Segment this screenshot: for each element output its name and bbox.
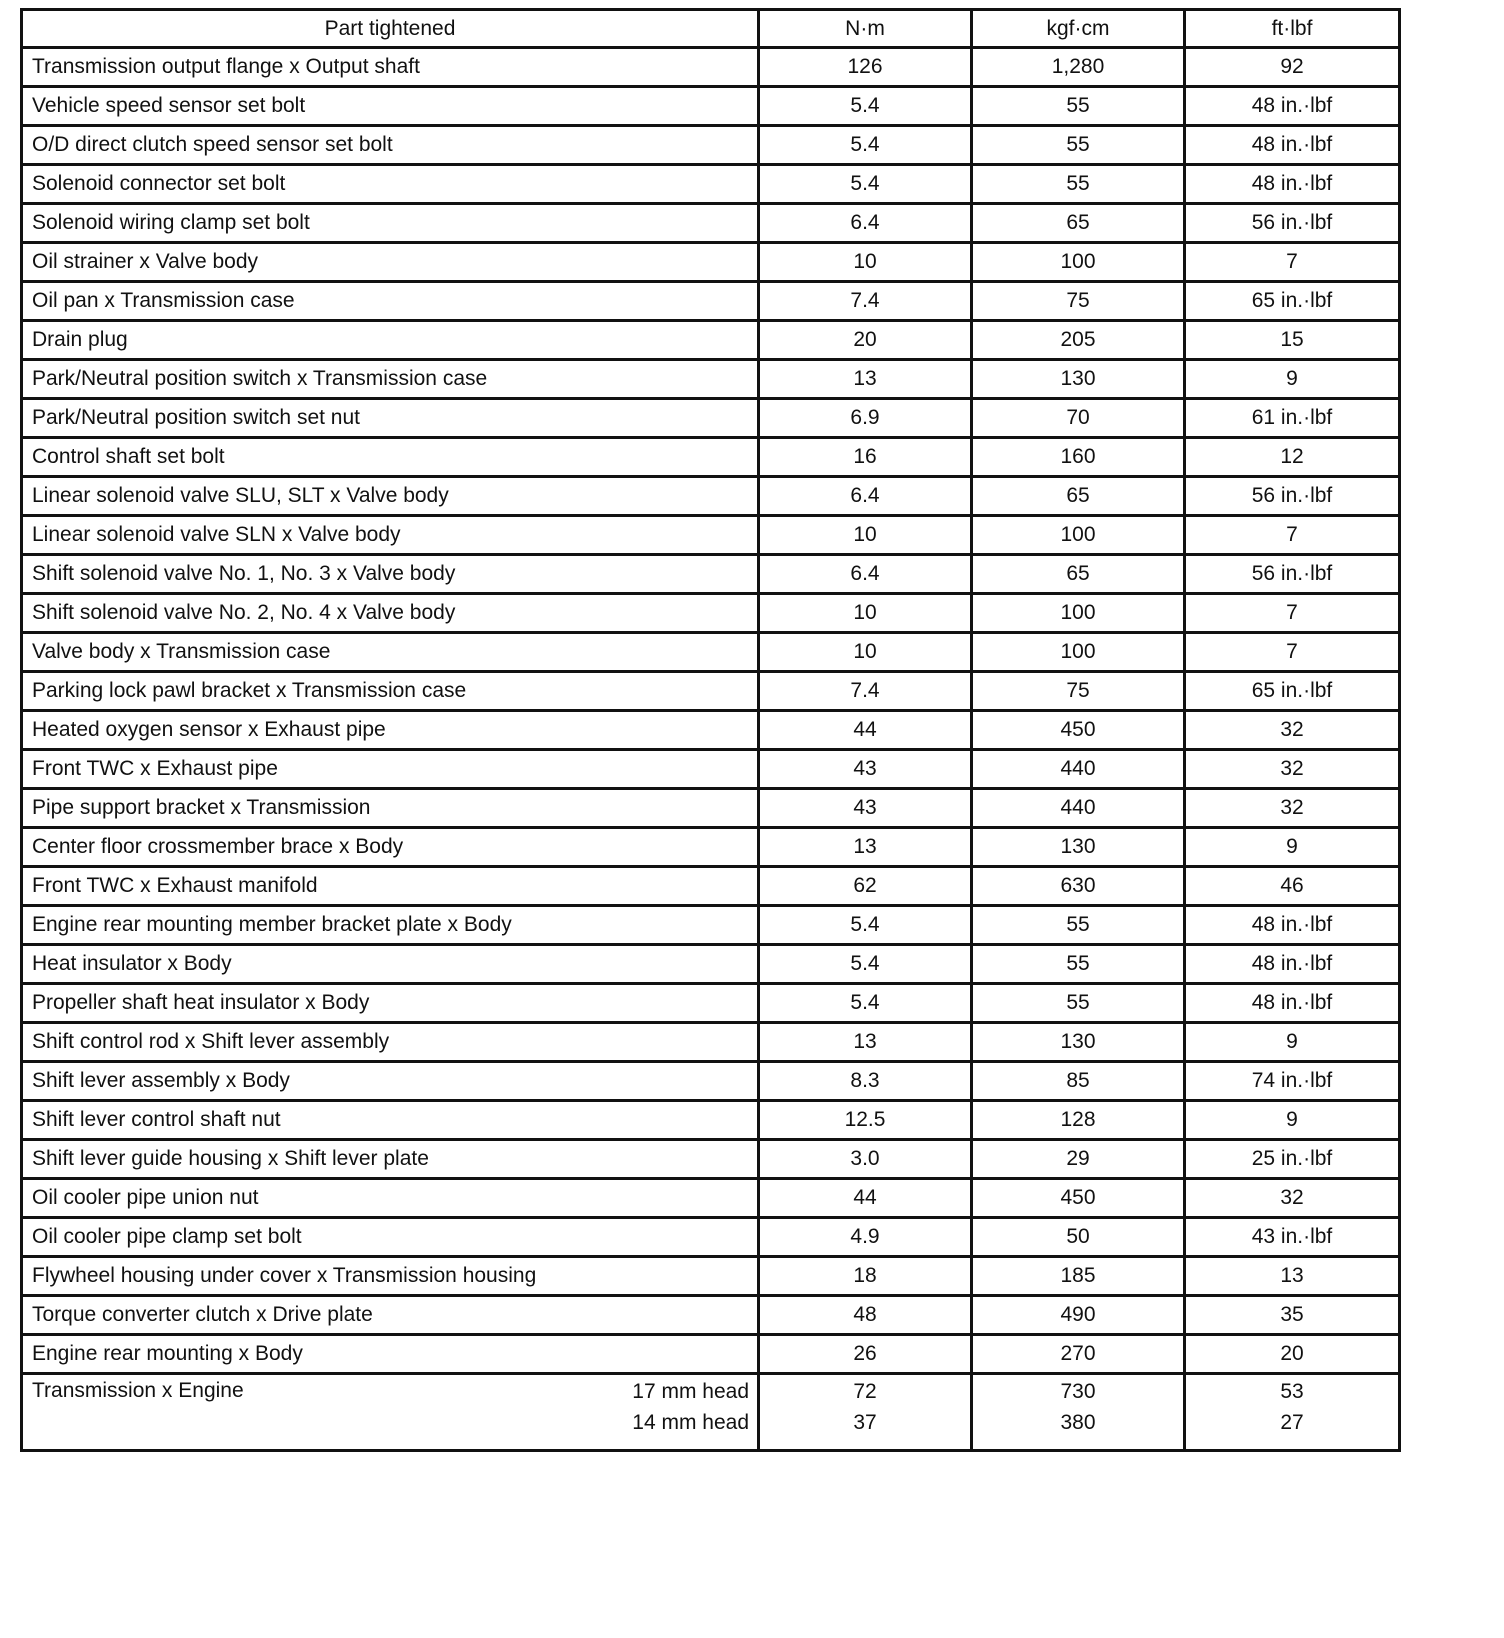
kgf-cm-cell: 440: [972, 789, 1185, 828]
ft-lbf-17mm: 53: [1280, 1380, 1304, 1403]
nm-cell: 44: [759, 711, 972, 750]
nm-cell: 62: [759, 867, 972, 906]
nm-cell: 5.4: [759, 126, 972, 165]
kgf-cm-cell: 128: [972, 1101, 1185, 1140]
part-cell: Oil cooler pipe union nut: [22, 1179, 759, 1218]
nm-cell: 16: [759, 438, 972, 477]
kgf-cm-cell: 85: [972, 1062, 1185, 1101]
table-row: [22, 750, 1400, 789]
nm-cell: 5.4: [759, 906, 972, 945]
table-row: [22, 1335, 1400, 1374]
nm-cell: 6.4: [759, 204, 972, 243]
ft-lbf-cell: 25 in.·lbf: [1185, 1140, 1400, 1179]
ft-lbf-cell: [1185, 1374, 1400, 1451]
ft-lbf-cell: 61 in.·lbf: [1185, 399, 1400, 438]
table-row: [22, 1101, 1400, 1140]
nm-cell: 12.5: [759, 1101, 972, 1140]
part-cell: Solenoid wiring clamp set bolt: [22, 204, 759, 243]
kgf-cm-cell: 450: [972, 1179, 1185, 1218]
nm-cell: [759, 1374, 972, 1451]
part-cell: Linear solenoid valve SLN x Valve body: [22, 516, 759, 555]
table-row: [22, 984, 1400, 1023]
ft-lbf-cell: 9: [1185, 360, 1400, 399]
kgf-cm-cell: 490: [972, 1296, 1185, 1335]
table-row: [22, 1218, 1400, 1257]
table-row: [22, 789, 1400, 828]
nm-cell: 5.4: [759, 945, 972, 984]
kgf-cm-cell: 50: [972, 1218, 1185, 1257]
nm-14mm: 37: [853, 1411, 877, 1434]
ft-lbf-cell: 56 in.·lbf: [1185, 204, 1400, 243]
part-cell: Front TWC x Exhaust manifold: [22, 867, 759, 906]
table-row: [22, 477, 1400, 516]
table-row: [22, 1023, 1400, 1062]
kgf-cm-cell: 65: [972, 477, 1185, 516]
kgf-cm-cell: 1,280: [972, 48, 1185, 87]
nm-cell: 48: [759, 1296, 972, 1335]
nm-cell: 10: [759, 516, 972, 555]
part-cell: Heat insulator x Body: [22, 945, 759, 984]
nm-cell: 44: [759, 1179, 972, 1218]
table-row: [22, 282, 1400, 321]
table-row: [22, 867, 1400, 906]
table-row: [22, 165, 1400, 204]
nm-cell: 5.4: [759, 165, 972, 204]
ft-lbf-cell: 46: [1185, 867, 1400, 906]
ft-lbf-cell: 56 in.·lbf: [1185, 555, 1400, 594]
nm-cell: 20: [759, 321, 972, 360]
kgf-cm-14mm: 380: [1060, 1411, 1096, 1434]
part-cell: Valve body x Transmission case: [22, 633, 759, 672]
part-cell: O/D direct clutch speed sensor set bolt: [22, 126, 759, 165]
table-row: [22, 1296, 1400, 1335]
kgf-cm-cell: 440: [972, 750, 1185, 789]
ft-lbf-14mm: 27: [1280, 1411, 1304, 1434]
nm-cell: 4.9: [759, 1218, 972, 1257]
kgf-cm-cell: 130: [972, 828, 1185, 867]
ft-lbf-cell: 15: [1185, 321, 1400, 360]
nm-cell: 26: [759, 1335, 972, 1374]
nm-cell: 7.4: [759, 672, 972, 711]
ft-lbf-cell: 65 in.·lbf: [1185, 282, 1400, 321]
ft-lbf-cell: 32: [1185, 789, 1400, 828]
ft-lbf-cell: 48 in.·lbf: [1185, 906, 1400, 945]
nm-cell: 43: [759, 750, 972, 789]
table-row: [22, 1140, 1400, 1179]
kgf-cm-cell: 185: [972, 1257, 1185, 1296]
ft-lbf-cell: 32: [1185, 750, 1400, 789]
table-row: [22, 555, 1400, 594]
nm-cell: 43: [759, 789, 972, 828]
part-cell: [22, 1374, 759, 1451]
table-row: [22, 321, 1400, 360]
header-kgf-cm: kgf·cm: [972, 10, 1185, 48]
table-row: [22, 48, 1400, 87]
torque-spec-table: [20, 8, 1401, 1452]
ft-lbf-cell: 20: [1185, 1335, 1400, 1374]
head-size-14mm: 14 mm head: [632, 1411, 749, 1434]
kgf-cm-cell: 75: [972, 282, 1185, 321]
kgf-cm-cell: 130: [972, 1023, 1185, 1062]
table-row: [22, 711, 1400, 750]
part-cell: Heated oxygen sensor x Exhaust pipe: [22, 711, 759, 750]
ft-lbf-cell: 7: [1185, 594, 1400, 633]
table-row: [22, 360, 1400, 399]
header-nm: N·m: [759, 10, 972, 48]
part-cell: Shift solenoid valve No. 1, No. 3 x Valve body: [22, 555, 759, 594]
table-row: [22, 633, 1400, 672]
ft-lbf-cell: 56 in.·lbf: [1185, 477, 1400, 516]
kgf-cm-cell: 630: [972, 867, 1185, 906]
part-cell: Torque converter clutch x Drive plate: [22, 1296, 759, 1335]
table-row: [22, 672, 1400, 711]
kgf-cm-cell: [972, 1374, 1185, 1451]
nm-cell: 13: [759, 360, 972, 399]
table-row: [22, 594, 1400, 633]
part-cell: Shift lever guide housing x Shift lever plate: [22, 1140, 759, 1179]
nm-cell: 126: [759, 48, 972, 87]
table-row: [22, 399, 1400, 438]
nm-cell: 3.0: [759, 1140, 972, 1179]
ft-lbf-cell: 48 in.·lbf: [1185, 945, 1400, 984]
kgf-cm-cell: 55: [972, 984, 1185, 1023]
kgf-cm-17mm: 730: [1060, 1380, 1096, 1403]
part-cell: Park/Neutral position switch x Transmission case: [22, 360, 759, 399]
part-cell: Control shaft set bolt: [22, 438, 759, 477]
kgf-cm-cell: 65: [972, 204, 1185, 243]
part-cell: Pipe support bracket x Transmission: [22, 789, 759, 828]
ft-lbf-cell: 48 in.·lbf: [1185, 165, 1400, 204]
head-size-17mm: 17 mm head: [632, 1380, 749, 1403]
table-row: [22, 243, 1400, 282]
kgf-cm-cell: 55: [972, 945, 1185, 984]
nm-17mm: 72: [853, 1380, 877, 1403]
part-cell: Oil pan x Transmission case: [22, 282, 759, 321]
kgf-cm-cell: 65: [972, 555, 1185, 594]
part-cell: Vehicle speed sensor set bolt: [22, 87, 759, 126]
kgf-cm-cell: 270: [972, 1335, 1185, 1374]
part-cell: Propeller shaft heat insulator x Body: [22, 984, 759, 1023]
part-cell: Shift solenoid valve No. 2, No. 4 x Valve body: [22, 594, 759, 633]
ft-lbf-cell: 35: [1185, 1296, 1400, 1335]
kgf-cm-cell: 450: [972, 711, 1185, 750]
kgf-cm-cell: 70: [972, 399, 1185, 438]
nm-cell: 10: [759, 594, 972, 633]
part-cell: Drain plug: [22, 321, 759, 360]
ft-lbf-cell: 43 in.·lbf: [1185, 1218, 1400, 1257]
nm-cell: 5.4: [759, 984, 972, 1023]
part-cell: Oil cooler pipe clamp set bolt: [22, 1218, 759, 1257]
nm-cell: 6.9: [759, 399, 972, 438]
ft-lbf-cell: 7: [1185, 243, 1400, 282]
kgf-cm-cell: 55: [972, 87, 1185, 126]
kgf-cm-cell: 100: [972, 516, 1185, 555]
ft-lbf-cell: 7: [1185, 516, 1400, 555]
ft-lbf-cell: 65 in.·lbf: [1185, 672, 1400, 711]
part-cell: Shift control rod x Shift lever assembly: [22, 1023, 759, 1062]
header-ft-lbf: ft·lbf: [1185, 10, 1400, 48]
ft-lbf-cell: 92: [1185, 48, 1400, 87]
ft-lbf-cell: 48 in.·lbf: [1185, 126, 1400, 165]
nm-cell: 5.4: [759, 87, 972, 126]
kgf-cm-cell: 100: [972, 633, 1185, 672]
ft-lbf-cell: 9: [1185, 1023, 1400, 1062]
kgf-cm-cell: 100: [972, 243, 1185, 282]
kgf-cm-cell: 55: [972, 126, 1185, 165]
ft-lbf-cell: 48 in.·lbf: [1185, 87, 1400, 126]
table-row: [22, 1179, 1400, 1218]
ft-lbf-cell: 9: [1185, 828, 1400, 867]
nm-cell: 10: [759, 243, 972, 282]
table-row-transmission-engine: [22, 1374, 1400, 1451]
kgf-cm-cell: 55: [972, 906, 1185, 945]
nm-cell: 10: [759, 633, 972, 672]
nm-cell: 13: [759, 1023, 972, 1062]
table-row: [22, 126, 1400, 165]
part-cell: Park/Neutral position switch set nut: [22, 399, 759, 438]
nm-cell: 8.3: [759, 1062, 972, 1101]
kgf-cm-cell: 130: [972, 360, 1185, 399]
part-name: Transmission x Engine: [32, 1379, 244, 1402]
part-cell: Front TWC x Exhaust pipe: [22, 750, 759, 789]
part-cell: Center floor crossmember brace x Body: [22, 828, 759, 867]
nm-cell: 13: [759, 828, 972, 867]
table-row: [22, 828, 1400, 867]
ft-lbf-cell: 9: [1185, 1101, 1400, 1140]
kgf-cm-cell: 100: [972, 594, 1185, 633]
ft-lbf-cell: 32: [1185, 711, 1400, 750]
header-part-tightened: Part tightened: [22, 10, 759, 48]
table-row: [22, 438, 1400, 477]
kgf-cm-cell: 55: [972, 165, 1185, 204]
nm-cell: 18: [759, 1257, 972, 1296]
nm-cell: 6.4: [759, 477, 972, 516]
part-cell: Flywheel housing under cover x Transmission housing: [22, 1257, 759, 1296]
ft-lbf-cell: 48 in.·lbf: [1185, 984, 1400, 1023]
part-cell: Transmission output flange x Output shaft: [22, 48, 759, 87]
part-cell: Shift lever assembly x Body: [22, 1062, 759, 1101]
header-row: [22, 10, 1400, 48]
part-cell: Solenoid connector set bolt: [22, 165, 759, 204]
nm-cell: 6.4: [759, 555, 972, 594]
nm-cell: 7.4: [759, 282, 972, 321]
kgf-cm-cell: 160: [972, 438, 1185, 477]
table-row: [22, 204, 1400, 243]
kgf-cm-cell: 75: [972, 672, 1185, 711]
table-row: [22, 516, 1400, 555]
table-row: [22, 1257, 1400, 1296]
part-cell: Oil strainer x Valve body: [22, 243, 759, 282]
part-cell: Parking lock pawl bracket x Transmission case: [22, 672, 759, 711]
part-cell: Linear solenoid valve SLU, SLT x Valve body: [22, 477, 759, 516]
ft-lbf-cell: 12: [1185, 438, 1400, 477]
ft-lbf-cell: 7: [1185, 633, 1400, 672]
ft-lbf-cell: 32: [1185, 1179, 1400, 1218]
kgf-cm-cell: 29: [972, 1140, 1185, 1179]
part-cell: Engine rear mounting member bracket plate x Body: [22, 906, 759, 945]
part-cell: Engine rear mounting x Body: [22, 1335, 759, 1374]
table-row: [22, 1062, 1400, 1101]
ft-lbf-cell: 74 in.·lbf: [1185, 1062, 1400, 1101]
part-cell: Shift lever control shaft nut: [22, 1101, 759, 1140]
ft-lbf-cell: 13: [1185, 1257, 1400, 1296]
table-row: [22, 87, 1400, 126]
kgf-cm-cell: 205: [972, 321, 1185, 360]
table-row: [22, 906, 1400, 945]
table-row: [22, 945, 1400, 984]
